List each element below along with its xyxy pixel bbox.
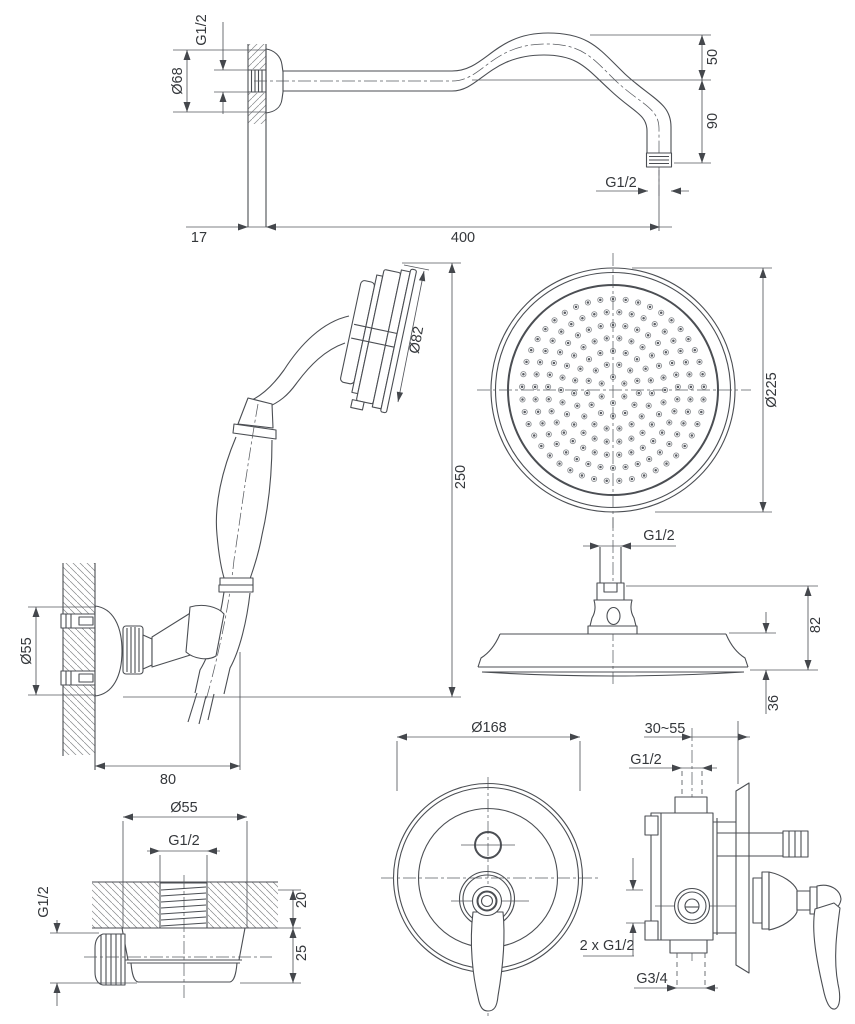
head-collar [588,626,637,634]
overhead-side-view [478,518,824,714]
dim-valve-top-port [629,752,717,772]
dim-label-elbow-dia: Ø55 [170,800,198,816]
dim-label-arm-rise: 50 [705,48,721,66]
dim-label-handshower-height: 250 [453,464,469,490]
dim-mixer-plate [397,720,580,791]
dim-elbow-top-thread [147,833,220,883]
elbow-body [122,928,245,982]
dim-label-holder-reach: 80 [159,772,177,788]
holder-cone [143,635,152,669]
dim-label-valve-depth: 30~55 [644,721,686,737]
mixer-side-view [629,721,841,1009]
outlet-elbow-view [36,800,310,1006]
dim-arm-outlet-thread [596,175,689,195]
dim-label-elbow-height: 25 [294,944,310,962]
valve-bottom-outlet [670,940,707,953]
valve-cartridge [675,889,710,924]
wall-section [248,44,266,227]
dim-arm-length [186,170,672,246]
valve-lever-assembly [753,872,841,1009]
handle-ring-upper [220,578,253,585]
mixer-lever-front [471,912,504,1011]
dim-label-arm-wall-thread: G1/2 [194,14,210,46]
dim-label-mixer-plate: Ø168 [471,720,507,736]
holder-nut [123,626,143,674]
handshower-head [335,259,417,415]
dim-label-arm-length: 400 [450,230,476,246]
dim-label-valve-top-port: G1/2 [630,752,662,768]
wall-holder [61,563,224,770]
holder-base [95,606,122,696]
dim-overhead-rim [729,612,782,714]
valve-top-thread [675,797,707,813]
valve-wall-plate [736,783,749,973]
shower-arm-view [170,14,721,246]
arm-tube [254,33,672,196]
arm-centerline [254,44,659,196]
dim-label-mixer-inlets: 2 x G1/2 [579,938,635,954]
dim-label-overhead-height: 82 [808,616,824,634]
valve-top-outlet [717,831,808,857]
dim-label-wall-offset: 17 [190,230,208,246]
dim-arm-wall-thread [194,14,248,114]
holder-screw-bottom [61,671,95,685]
dim-arm-drops [472,35,721,163]
dim-label-arm-outlet-thread: G1/2 [605,175,637,191]
dim-label-elbow-side-thread: G1/2 [36,886,52,918]
dim-overhead-thread [583,528,676,550]
dim-label-elbow-top-thread: G1/2 [168,833,200,849]
dim-label-arm-drop: 90 [705,112,721,130]
head-ball-joint [590,600,636,626]
handle-ring-lower [219,585,253,592]
dim-label-elbow-recess: 20 [294,891,310,909]
holder-screw-top [61,614,95,628]
valve-port-lower [645,921,658,940]
dim-label-arm-flange: Ø68 [170,67,186,95]
dim-label-overhead-rim: 36 [766,694,782,712]
overhead-top-view [477,253,780,528]
valve-port-upper [645,816,658,835]
dim-overhead-height [626,586,824,670]
valve-lever-handle [814,903,840,1009]
elbow-side-outlet [95,934,125,985]
dim-label-overhead-thread: G1/2 [643,528,675,544]
hand-shower-view [19,259,469,788]
dim-label-overhead-dia: Ø225 [764,372,780,408]
mixer-front-view [381,720,662,1016]
shower-hose [188,693,214,724]
dim-label-holder-dia: Ø55 [19,637,35,665]
dim-label-head-dia: Ø82 [406,325,428,355]
dim-label-valve-bottom-port: G3/4 [636,971,668,987]
callout-mixer-inlets [580,858,659,956]
